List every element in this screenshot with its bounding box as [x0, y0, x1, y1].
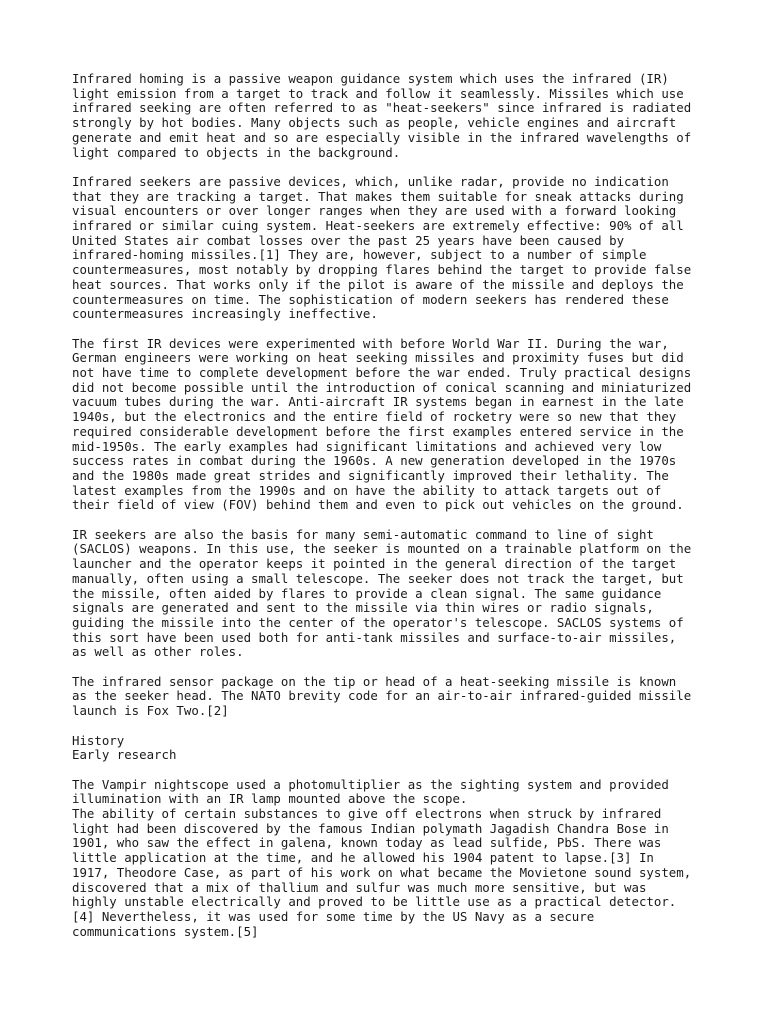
paragraph	[72, 528, 712, 660]
text-line: this sort have been used both for anti-tank missiles and surface-to-air missiles,	[72, 629, 677, 645]
text-line: mid-1950s. The early examples had significant limitations and achieved very low	[72, 438, 662, 454]
text-line: infrared-homing missiles.[1] They are, however, subject to a number of simple	[72, 247, 647, 263]
text-line: countermeasures, most notably by dropping flares behind the target to provide false	[72, 262, 692, 278]
text-line: countermeasures increasingly ineffective.	[72, 306, 378, 322]
text-line: not have time to complete development before the war ended. Truly practical designs	[72, 365, 692, 381]
text-line: illumination with an IR lamp mounted above the scope.	[72, 791, 468, 807]
text-line: infrared seeking are often referred to as "heat-seekers" since infrared is radiated	[72, 100, 692, 116]
text-line: The ability of certain substances to give off electrons when struck by infrared	[72, 806, 662, 822]
text-line: light compared to objects in the background.	[72, 144, 401, 160]
text-line: signals are generated and sent to the missile via thin wires or radio signals,	[72, 600, 654, 616]
text-line: German engineers were working on heat seeking missiles and proximity fuses but did	[72, 350, 684, 366]
paragraph	[72, 337, 712, 513]
text-line: 1917, Theodore Case, as part of his work on what became the Movietone sound system,	[72, 864, 692, 880]
text-line: The Vampir nightscope used a photomultiplier as the sighting system and provided	[72, 776, 669, 792]
text-line: (SACLOS) weapons. In this use, the seeker is mounted on a trainable platform on the	[72, 541, 692, 557]
text-line: countermeasures on time. The sophistication of modern seekers has rendered these	[72, 291, 669, 307]
text-line: did not become possible until the introduction of conical scanning and miniaturized	[72, 379, 692, 395]
text-line: light emission from a target to track and follow it seamlessly. Missiles which use	[72, 85, 684, 101]
text-line: History	[72, 732, 125, 748]
text-line: and the 1980s made great strides and significantly improved their lethality. The	[72, 467, 669, 483]
text-line: discovered that a mix of thallium and sulfur was much more sensitive, but was	[72, 879, 647, 895]
text-line: launcher and the operator keeps it pointed in the general direction of the target	[72, 556, 677, 572]
text-line: success rates in combat during the 1960s. A new generation developed in the 1970s	[72, 453, 677, 469]
text-line: visual encounters or over longer ranges when they are used with a forward looking	[72, 203, 677, 219]
text-line: infrared or similar cuing system. Heat-seekers are extremely effective: 90% of all	[72, 218, 684, 234]
text-line: that they are tracking a target. That makes them suitable for sneak attacks during	[72, 188, 684, 204]
paragraph	[72, 72, 712, 160]
text-line: required considerable development before the first examples entered service in the	[72, 423, 684, 439]
text-line: latest examples from the 1990s and on have the ability to attack targets out of	[72, 482, 662, 498]
text-line: IR seekers are also the basis for many semi-automatic command to line of sight	[72, 526, 654, 542]
text-line: Infrared seekers are passive devices, which, unlike radar, provide no indication	[72, 173, 669, 189]
text-line: their field of view (FOV) behind them and even to pick out vehicles on the ground.	[72, 497, 684, 513]
text-line: as well as other roles.	[72, 644, 244, 660]
text-line: as the seeker head. The NATO brevity code for an air-to-air infrared-guided missile	[72, 688, 692, 704]
text-line: United States air combat losses over the past 25 years have been caused by	[72, 232, 625, 248]
text-line: 1901, who saw the effect in galena, known today as lead sulfide, PbS. There was	[72, 835, 662, 851]
text-line: generate and emit heat and so are especially visible in the infrared wavelengths of	[72, 129, 692, 145]
text-line: the missile, often aided by flares to provide a clean signal. The same guidance	[72, 585, 662, 601]
text-line: light had been discovered by the famous Indian polymath Jagadish Chandra Bose in	[72, 820, 669, 836]
text-line: heat sources. That works only if the pilot is aware of the missile and deploys the	[72, 276, 684, 292]
text-line: communications system.[5]	[72, 923, 259, 939]
paragraph	[72, 175, 712, 322]
text-line: [4] Nevertheless, it was used for some time by the US Navy as a secure	[72, 908, 595, 924]
document-page	[72, 72, 712, 954]
text-line: Infrared homing is a passive weapon guidance system which uses the infrared (IR)	[72, 71, 669, 86]
paragraph	[72, 675, 712, 719]
paragraph	[72, 778, 712, 940]
text-line: strongly by hot bodies. Many objects such as people, vehicle engines and aircraft	[72, 115, 677, 131]
text-line: guiding the missile into the center of the operator's telescope. SACLOS systems of	[72, 614, 684, 630]
text-line: Early research	[72, 747, 177, 763]
text-line: launch is Fox Two.[2]	[72, 703, 229, 719]
text-line: vacuum tubes during the war. Anti-aircraft IR systems began in earnest in the late	[72, 394, 684, 410]
text-line: little application at the time, and he allowed his 1904 patent to lapse.[3] In	[72, 850, 654, 866]
text-line: highly unstable electrically and proved to be little use as a practical detector.	[72, 894, 677, 910]
text-line: manually, often using a small telescope. The seeker does not track the target, but	[72, 570, 684, 586]
section-heading	[72, 734, 712, 763]
text-line: The infrared sensor package on the tip or head of a heat-seeking missile is known	[72, 673, 677, 689]
text-line: The first IR devices were experimented with before World War II. During the war,	[72, 335, 669, 351]
text-line: 1940s, but the electronics and the entire field of rocketry were so new that they	[72, 409, 677, 425]
